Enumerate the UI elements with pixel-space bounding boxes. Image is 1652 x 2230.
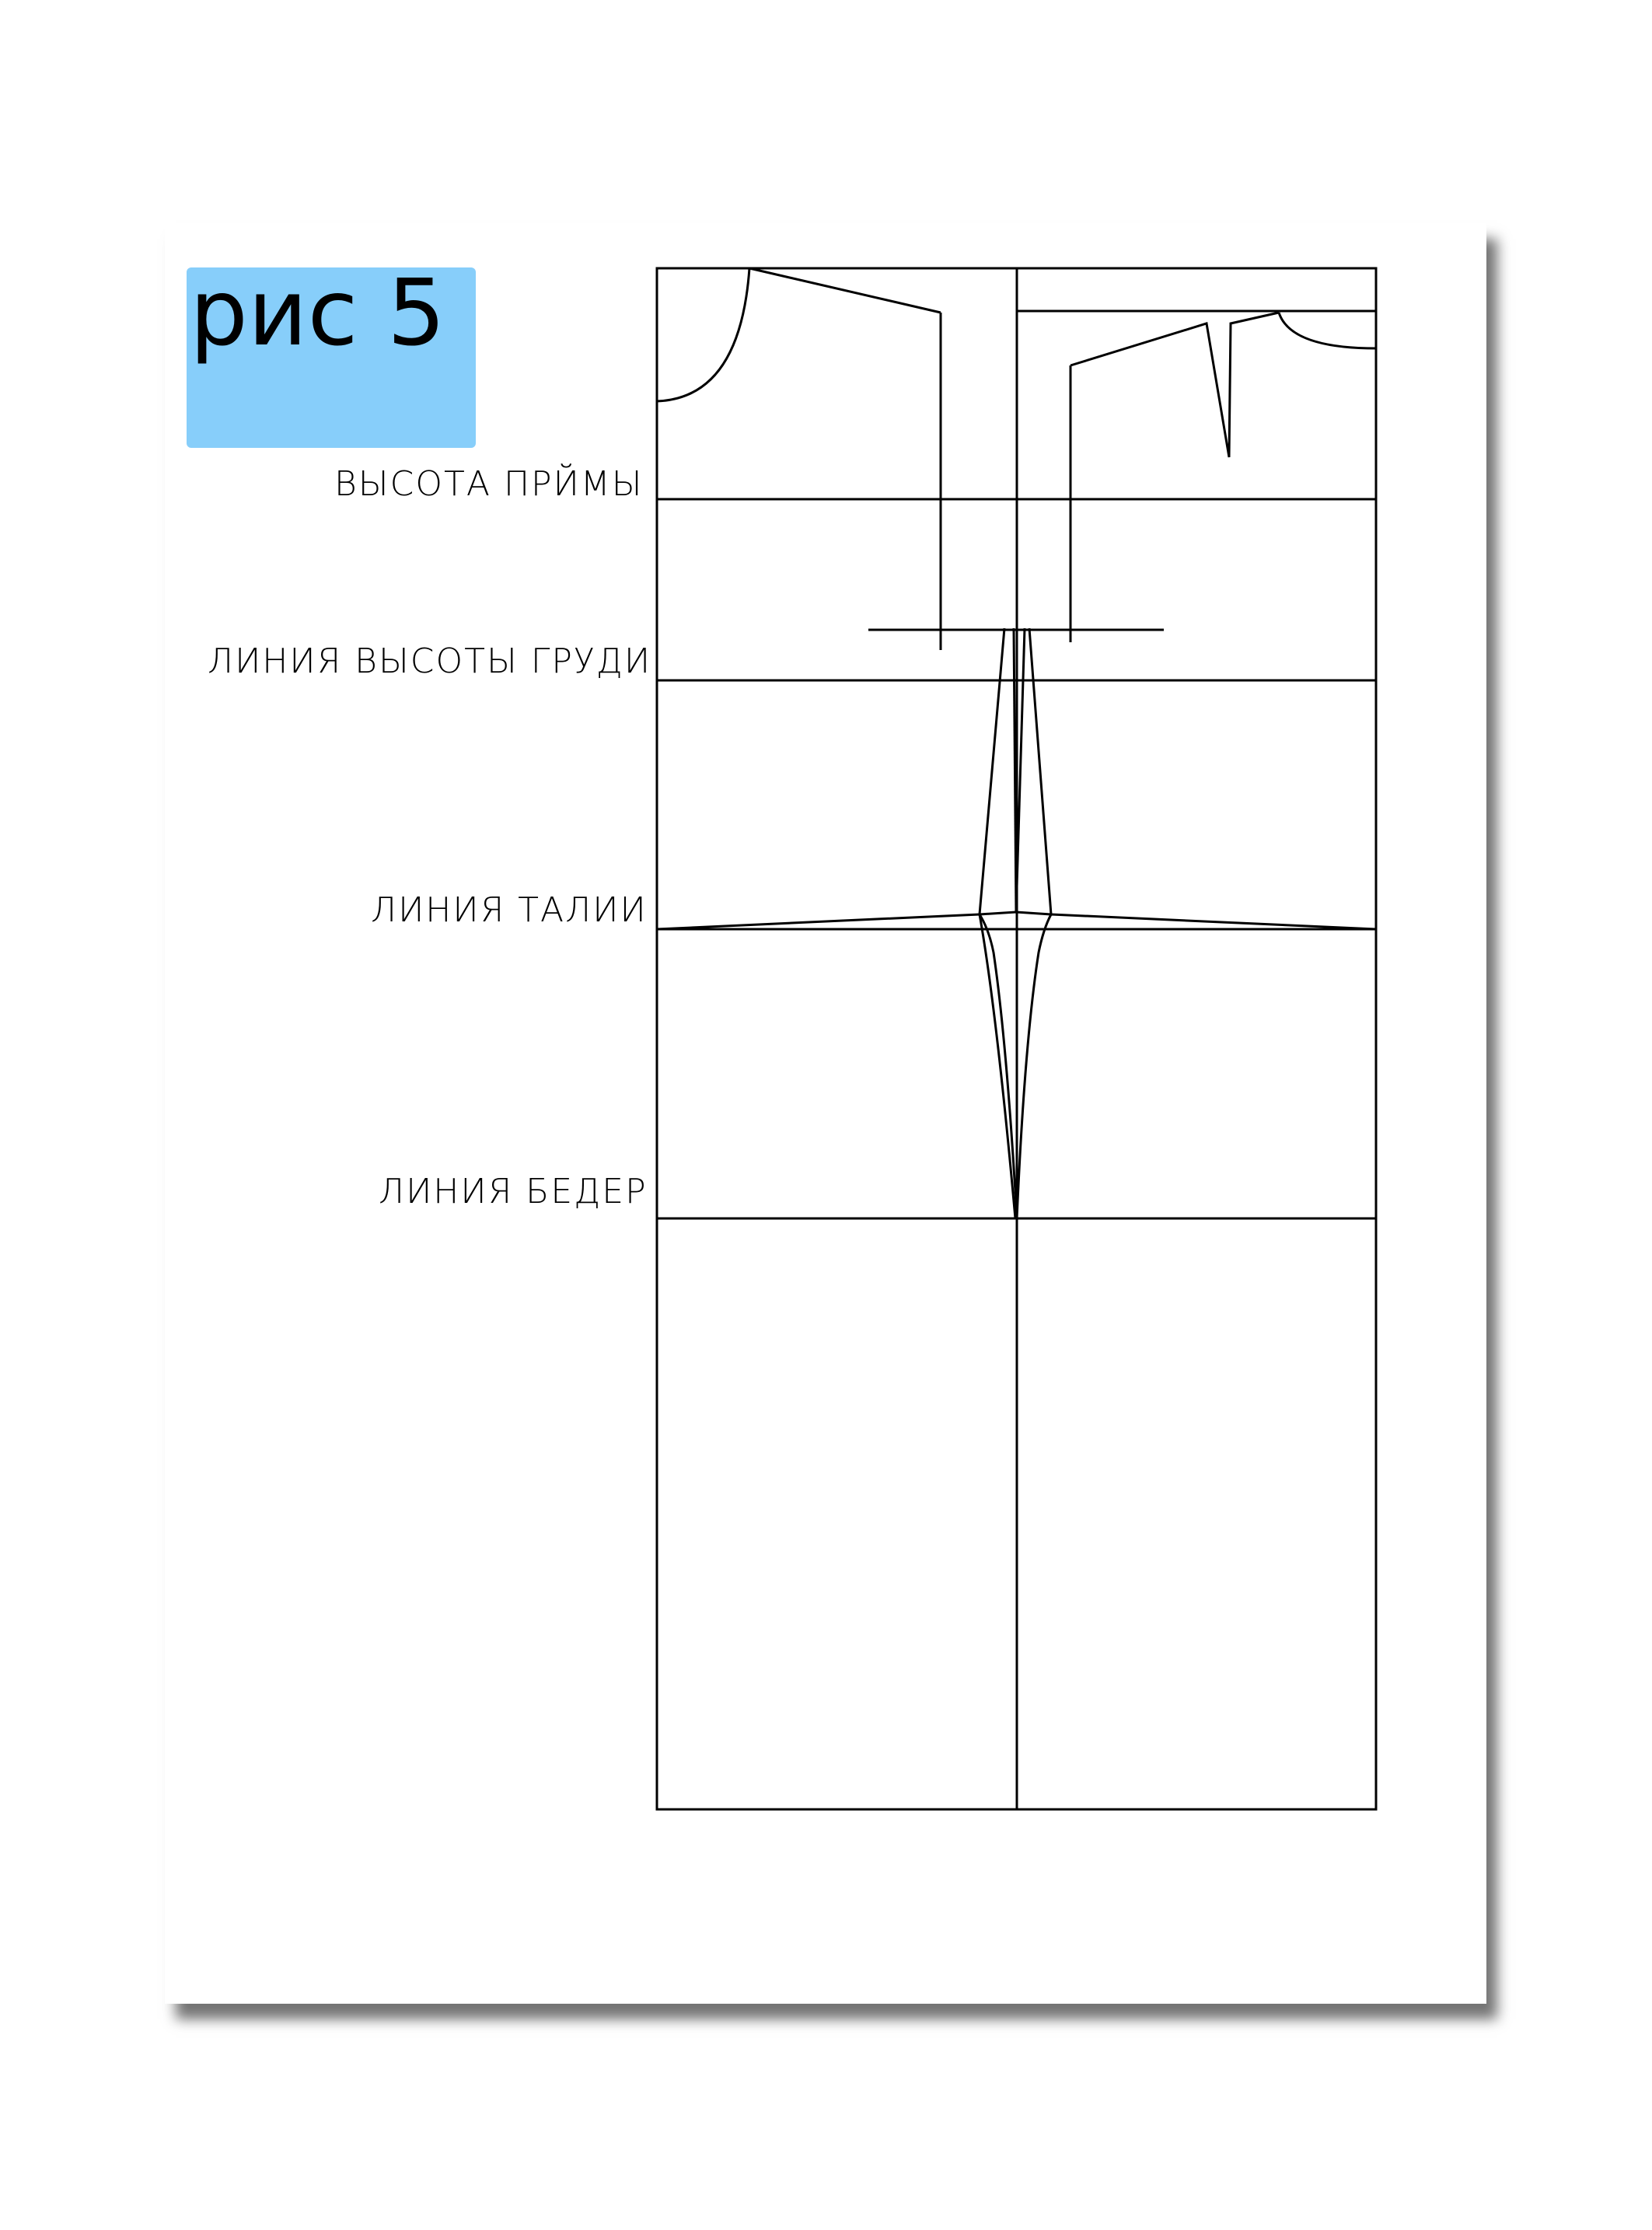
front-shoulder-dart: [1070, 313, 1279, 457]
back-neckline: [657, 268, 749, 401]
hip-line-label: ЛИНИЯ БЕДЕР: [379, 1172, 648, 1211]
front-waist-shaping: [1051, 914, 1376, 929]
bust-line-label: ЛИНИЯ ВЫСОТЫ ГРУДИ: [208, 641, 652, 681]
waist-line-label: ЛИНИЯ ТАЛИИ: [371, 890, 648, 930]
front-side-seam-curve: [1017, 914, 1051, 1218]
figure-label: рис 5: [190, 259, 446, 366]
front-neckline: [1279, 313, 1376, 348]
back-side-seam-inner: [980, 914, 1015, 1218]
back-shoulder-line: [749, 268, 941, 313]
armhole-height-label: ВЫСОТА ПРЙМЫ: [334, 464, 644, 504]
back-waist-shaping: [657, 914, 980, 929]
